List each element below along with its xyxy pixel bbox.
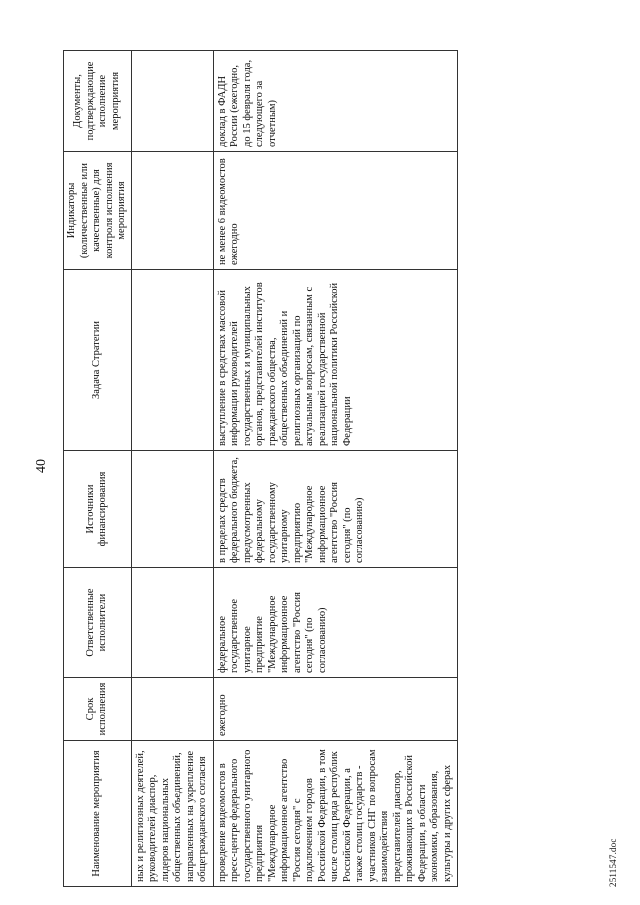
header-indicators: Индикаторы (количественные или качественные) для контроля исполнения мероприятия <box>64 152 132 270</box>
header-name: Наименование мероприятия <box>64 741 132 887</box>
page-number: 40 <box>34 459 49 473</box>
header-term: Срок исполнения <box>64 678 132 741</box>
cell-funding: в пределах средств федерального бюджета, предусмотренных федеральному государственному унитарному предприятию "Международное информационное агентство "Россия сегодня" (по согласованию) <box>213 451 458 568</box>
header-documents: Документы, подтверждающие исполнение мероприятия <box>64 51 132 152</box>
header-task: Задача Стратегии <box>64 270 132 451</box>
cell-empty <box>131 568 213 678</box>
table-row <box>131 51 213 887</box>
cell-empty <box>131 51 213 152</box>
header-funding: Источники финансирования <box>64 451 132 568</box>
cell-term: ежегодно <box>213 678 458 741</box>
cell-name: проведение видеомостов в пресс-центре федерального государственного унитарного предприятия "Международное информационное агентство "Россия сегодня" с подключением городов Российской Федерации, в том числе столиц ряда республик Российской Федерации, а также столиц государств - участников СНГ по вопросам взаимодействия представителей диаспор, проживающих в Российской Федерации, в области экономики, образования, культуры и других сферах <box>213 741 458 887</box>
cell-empty <box>131 270 213 451</box>
cell-executors: федеральное государственное унитарное предприятие "Международное информационное агентство "Россия сегодня" (по согласованию) <box>213 568 458 678</box>
cell-task: выступление в средствах массовой информации руководителей государственных и муниципальных органов, представителей институтов гражданского общества, общественных объединений и религиозных организаций по актуальным вопросам, связанным с реализацией государственной национальной политики Российской Федерации <box>213 270 458 451</box>
cell-documents: доклад в ФАДН России (ежегодно, до 15 февраля года, следующего за отчетным) <box>213 51 458 152</box>
file-reference: 2511547.doc <box>608 838 618 887</box>
table-header-row <box>64 51 132 887</box>
cell-empty <box>131 678 213 741</box>
header-executors: Ответственные исполнители <box>64 568 132 678</box>
cell-empty <box>131 451 213 568</box>
cell-empty <box>131 152 213 270</box>
cell-name: ных и религиозных деятелей, руководителей диаспор, лидеров национальных общественных объединений, направленных на укрепление общегражданского согласия <box>131 741 213 887</box>
cell-indicators: не менее 6 видеомостов ежегодно <box>213 152 458 270</box>
events-table <box>63 50 458 887</box>
table-row <box>213 51 458 887</box>
